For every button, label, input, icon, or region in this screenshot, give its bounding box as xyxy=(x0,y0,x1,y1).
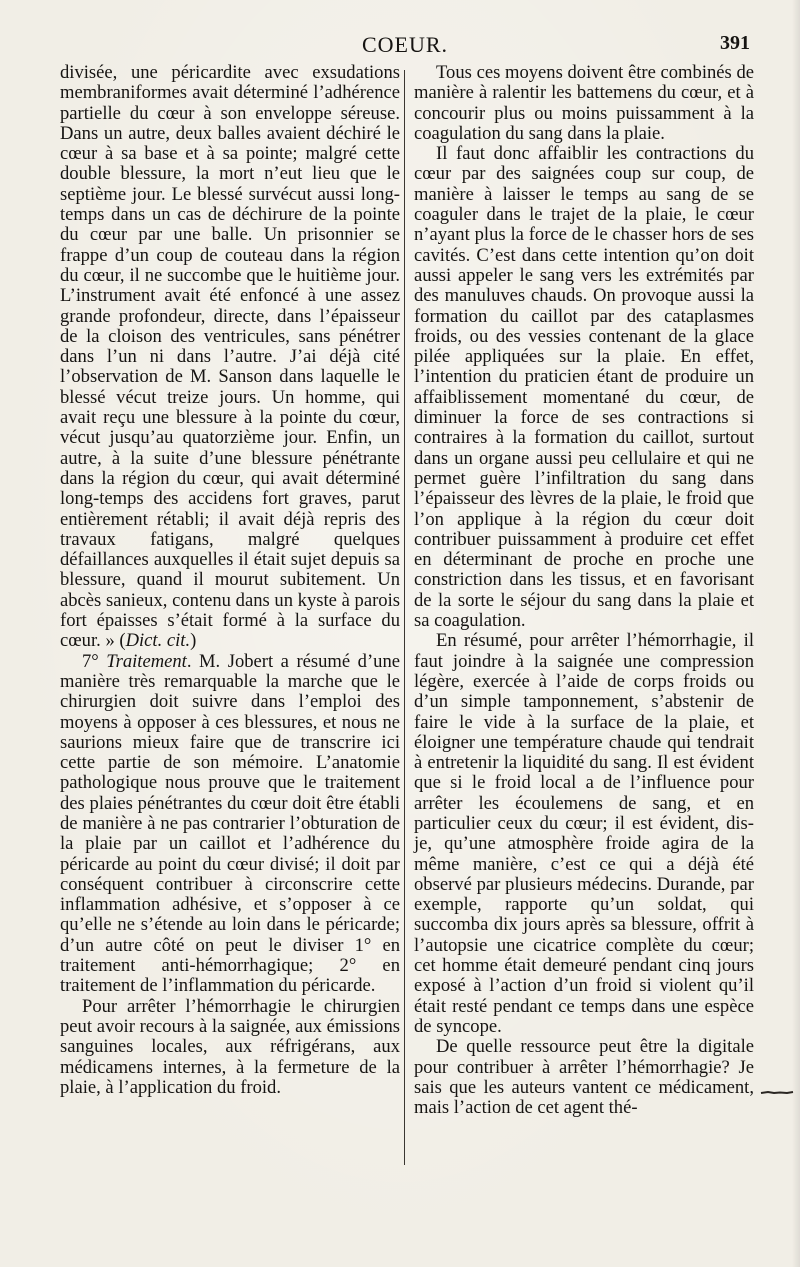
right-column xyxy=(414,63,754,1118)
right-paragraph-1: Tous ces moyens doivent être combinés de manière à ralentir les battemens du cœur, et à concourir plus ou moins puissamment à la coagulation du sang dans la plaie. xyxy=(414,62,754,144)
left-paragraph-1-text: divisée, une péricardite avec exsudations membraniformes avait déterminé l’adhérence partielle du cœur à son enveloppe séreuse. Dans un autre, deux balles avaient déchiré le cœur à sa base et à sa pointe; malgré cette double blessure, la mort n’eut lieu que le septième jour. Le blessé survécut aussi long-temps dans un cas de déchirure de la pointe du cœur par une balle. Un prisonnier se frappe d’un coup de couteau dans la région du cœur, il ne succombe que le huitième jour. L’instrument avait été enfoncé à une assez grande profondeur, directe, dans l’épaisseur de la cloison des ventricules, sans pénétrer dans l’un ni dans l’autre. J’ai déjà cité l’observation de M. Sanson dans laquelle le blessé vécut treize jours. Un homme, qui avait reçu une blessure à la pointe du cœur, vécut jusqu’au quatorzième jour. Enfin, un autre, à la suite d’une blessure pénétrante dans la région du cœur, qui avait déterminé long-temps des accidens fort graves, parut entièrement rétabli; il avait déjà repris des travaux fatigans, malgré quelques défaillances auxquelles il était sujet depuis sa blessure, quand il mourut subitement. Un abcès sanieux, contenu dans un kyste à parois fort épaisses s’était formé à la surface du cœur. » ( xyxy=(60,62,400,652)
page-number: 391 xyxy=(720,32,750,54)
column-divider xyxy=(404,70,405,1165)
citation-close: ) xyxy=(190,630,197,652)
scan-edge-shadow xyxy=(792,0,800,1267)
page-header xyxy=(60,30,750,60)
running-title: COEUR. xyxy=(361,32,449,57)
section-number: 7° xyxy=(82,650,107,672)
right-paragraph-3: En résumé, pour arrêter l’hémorrhagie, il faut joindre à la saignée une compression légère, exercée à l’aide de corps froids ou d’un simple tamponnement, s’abstenir de faire le vide à la surface de la plaie, et éloigner une température chaude qui tendrait à entretenir la liquidité du sang. Il est évident que si le froid local a de l’influence pour arrêter les écoulemens de sang, et en particulier ceux du cœur; il est évident, dis-je, qu’une atmosphère froide agira de la même manière, c’est ce qui a déjà été observé par plusieurs médecins. Durande, par exemple, rapporte qu’un soldat, qui succomba dix jours après sa blessure, offrit à l’autopsie une cicatrice complète du cœur; cet homme était demeuré pendant cinq jours exposé à l’action d’un froid si violent qu’il était resté pendant ce temps dans une espèce de syncope. xyxy=(414,630,754,1037)
margin-ink-mark xyxy=(760,1090,794,1096)
right-paragraph-2: Il faut donc affaiblir les contractions du cœur par des saignées coup sur coup, de manière à laisser le temps au sang de se coaguler dans le trajet de la plaie, le cœur n’ayant plus la force de le chasser hors de ses cavités. C’est dans cette intention qu’on doit aussi appeler le sang vers les extrémités par des manuluves chauds. On provoque aussi la formation du caillot par des cataplasmes froids, ou des vessies contenant de la glace pilée appliquées sur la plaie. En effet, l’intention du praticien étant de produire un affaiblissement momentané du cœur, de diminuer la force de ses contractions si contraires à la formation du caillot, surtout dans un organe aussi peu cellulaire et qui ne permet guère l’infiltration du sang dans l’épaisseur des lèvres de la plaie, le froid que l’on applique à la région du cœur doit contribuer puissamment à produire cet effet en déterminant de proche en proche une constriction dans les tissus, et en favorisant de la sorte le séjour du sang dans la plaie et sa coagulation. xyxy=(414,143,754,632)
left-paragraph-2-text: . M. Jobert a résumé d’une manière très remarquable la marche que le chirurgien doit suivre dans l’emploi des moyens à opposer à ces blessures, et nous ne saurions mieux faire que de transcrire ici cette partie de son mémoire. L’anatomie pathologique nous prouve que le traitement des plaies pénétrantes du cœur doit être établi de manière à ne pas contrarier l’obturation de la plaie par un caillot et l’adhérence du péricarde au point du cœur divisé; il doit par conséquent contribuer à circonscrire cette inflammation adhésive, et s’opposer à ce qu’elle ne s’étende au loin dans le péricarde; d’un autre côté on peut le diviser 1° en traitement anti-hémorrhagique; 2° en traitement de l’inflammation du péricarde. xyxy=(60,650,400,997)
section-heading: Traitement xyxy=(106,650,187,672)
right-paragraph-4: De quelle ressource peut être la digitale pour contribuer à arrêter l’hémorrhagie? Je sais que les auteurs vantent ce médicament, mais l’action de cet agent thé- xyxy=(414,1036,754,1119)
left-paragraph-2 xyxy=(60,652,400,997)
citation: Dict. cit. xyxy=(125,630,191,652)
left-paragraph-1 xyxy=(60,63,400,652)
left-paragraph-3: Pour arrêter l’hémorrhagie le chirurgien peut avoir recours à la saignée, aux émissions sanguines locales, aux réfrigérans, aux médicamens internes, à la fermeture de la plaie, à l’application du froid. xyxy=(60,995,400,1098)
left-column xyxy=(60,63,400,1098)
